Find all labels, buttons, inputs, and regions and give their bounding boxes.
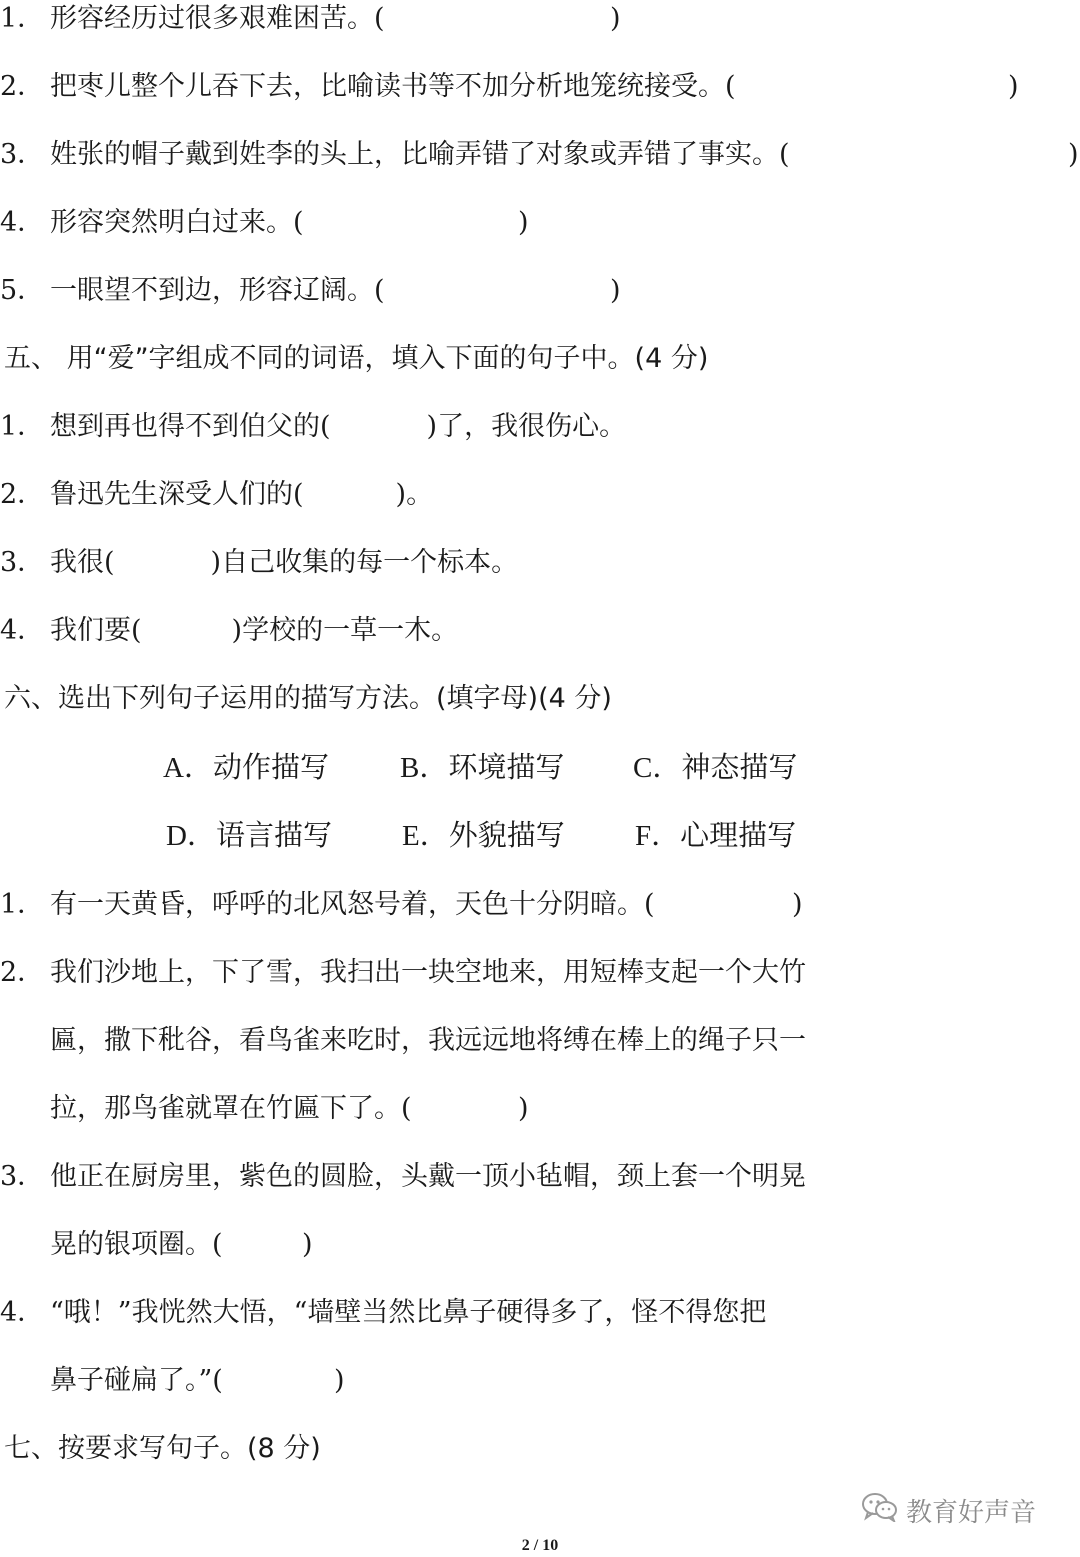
answer-blank[interactable]: )	[1068, 139, 1079, 170]
item-text: 形容经历过很多艰难困苦。(	[50, 3, 385, 34]
option-a: A．动作描写	[163, 750, 329, 784]
item-text: 姓张的帽子戴到姓李的头上，比喻弄错了对象或弄错了事实。(	[50, 139, 790, 170]
section-6-heading: 六、选出下列句子运用的描写方法。(填字母)(4 分)	[4, 683, 612, 714]
section-7-heading: 七、按要求写句子。(8 分)	[4, 1433, 321, 1464]
answer-blank[interactable]: )	[518, 207, 529, 238]
watermark-text: 教育好声音	[906, 1497, 1037, 1528]
item-text: 形容突然明白过来。(	[50, 207, 304, 238]
section-5-heading: 五、 用“爱”字组成不同的词语，填入下面的句子中。(4 分)	[4, 343, 709, 374]
option-b: B．环境描写	[400, 750, 565, 784]
option-e: E．外貌描写	[402, 818, 565, 852]
option-d: D．语言描写	[166, 818, 332, 852]
answer-blank[interactable]: )	[302, 1229, 313, 1260]
page-number: 2 / 10	[521, 1537, 559, 1554]
answer-blank[interactable]: )	[518, 1093, 529, 1124]
s6-item-2-line-2: 匾，撒下秕谷，看鸟雀来吃时，我远远地将缚在棒上的绳子只一	[50, 1025, 806, 1056]
answer-blank[interactable]: )	[792, 889, 803, 920]
item-text: 一眼望不到边，形容辽阔。(	[50, 275, 385, 306]
item-number: 1．	[0, 3, 45, 34]
item-text: 把枣儿整个儿吞下去，比喻读书等不加分析地笼统接受。(	[50, 71, 736, 102]
answer-blank[interactable]: )	[334, 1365, 345, 1396]
wechat-icon	[862, 1492, 898, 1529]
answer-blank[interactable]: )	[1008, 71, 1019, 102]
option-f: F．心理描写	[635, 818, 797, 852]
watermark	[862, 1490, 1036, 1530]
option-c: C．神态描写	[633, 750, 798, 784]
item-text: 有一天黄昏，呼呼的北风怒号着，天色十分阴暗。(	[50, 889, 655, 920]
answer-blank[interactable]: )	[610, 3, 621, 34]
answer-blank[interactable]: )	[610, 275, 621, 306]
